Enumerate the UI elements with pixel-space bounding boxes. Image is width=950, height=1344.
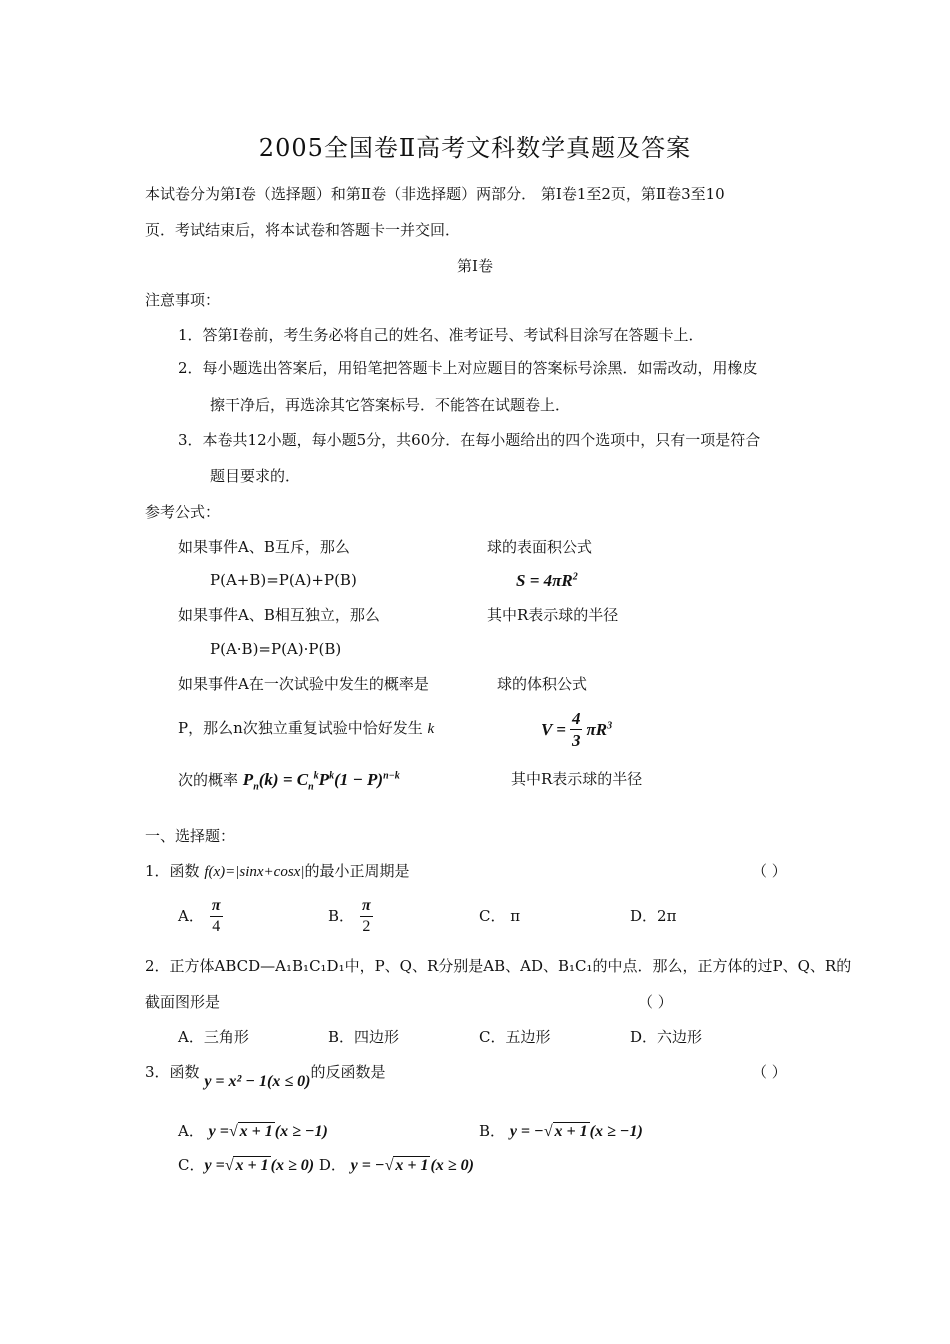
q3-c-condition: (x ≥ 0) <box>270 1157 315 1174</box>
binomial-formula: $P_n(k) = C_n^kP^k(1 - P)^{n-k}$ <box>242 770 400 793</box>
sphere-surface-formula <box>516 572 578 589</box>
q3-option-a <box>178 1124 328 1140</box>
q1-option-b-label: B． <box>328 907 355 925</box>
q1-option-a-label: A． <box>178 907 204 925</box>
formula-independent: P(A·B)=P(A)·P(B) <box>210 640 342 658</box>
note-3-line-1: 3．本卷共12小题，每小题5分，共60分．在每小题给出的四个选项中，只有一项是符合 <box>178 431 761 449</box>
q3-c-lhs: y = <box>204 1157 225 1174</box>
q3-d-lhs: y = − <box>350 1157 385 1174</box>
formula-right-2: 其中R表示球的半径 <box>487 606 619 624</box>
formula-right-1: 球的表面积公式 <box>487 538 593 556</box>
sphere-surface-exp: 2 <box>572 571 578 583</box>
q3-b-condition: (x ≥ −1) <box>589 1123 643 1140</box>
q1-b-num: π <box>360 898 373 917</box>
formula-right-3: 球的体积公式 <box>497 675 588 693</box>
note-3-line-2: 题目要求的． <box>210 467 301 485</box>
q1-option-c: C． π <box>479 907 521 925</box>
q1-a-den: 4 <box>212 918 221 935</box>
q3-answer-paren: （ ） <box>752 1063 787 1081</box>
q3-d-label: D． <box>318 1156 346 1174</box>
q1-a-num: π <box>210 898 223 917</box>
q3-option-b <box>479 1124 643 1140</box>
q3-b-radicand: x + 1 <box>554 1123 588 1140</box>
formula-left-5-text: 次的概率 <box>178 771 239 789</box>
q1-suffix: 的最小正周期是 <box>304 862 410 880</box>
intro-line-1: 本试卷分为第Ⅰ卷（选择题）和第Ⅱ卷（非选择题）两部分． 第Ⅰ卷1至2页，第Ⅱ卷3至10 <box>145 185 725 203</box>
choice-header: 一、选择题： <box>145 827 236 845</box>
volume-lhs: V = <box>541 720 566 739</box>
q3-b-lhs: y = − <box>509 1123 544 1140</box>
question-3 <box>145 1063 386 1090</box>
q1-prefix: 1．函数 <box>145 862 200 880</box>
section-title: 第Ⅰ卷 <box>457 257 493 275</box>
q1-expression: f(x)=|sinx+cosx| <box>204 864 305 880</box>
q3-b-expression: y = −√ x + 1 (x ≥ −1) <box>509 1123 643 1140</box>
q3-prefix: 3．函数 <box>145 1063 200 1081</box>
question-1 <box>145 864 409 880</box>
q2-option-d: D．六边形 <box>630 1028 703 1046</box>
q1-answer-paren: （ ） <box>752 862 787 880</box>
formula-left-2: 如果事件A、B相互独立，那么 <box>178 606 380 624</box>
formula-mutually-exclusive: P(A+B)=P(A)+P(B) <box>210 571 357 589</box>
note-1: 1．答第Ⅰ卷前，考生务必将自己的姓名、准考证号、考试科目涂写在答题卡上． <box>178 326 704 344</box>
q1-option-d: D．2π <box>630 907 677 925</box>
q2-option-a: A．三角形 <box>178 1028 249 1046</box>
formula-left-4-text: P，那么n次独立重复试验中恰好发生 <box>178 719 423 737</box>
sphere-surface-text: S = 4πR <box>516 571 573 590</box>
q3-c-radicand: x + 1 <box>235 1157 269 1174</box>
q3-c-expression: y =√ x + 1 (x ≥ 0) <box>204 1157 315 1174</box>
q1-option-a <box>178 898 223 935</box>
q2-answer-paren: （ ） <box>638 993 673 1011</box>
formula-left-1: 如果事件A、B互斥，那么 <box>178 538 350 556</box>
q3-d-radicand: x + 1 <box>395 1157 429 1174</box>
formula-left-4-k: k <box>427 721 435 737</box>
q3-c-label: C． <box>178 1156 205 1174</box>
intro-line-2: 页．考试结束后，将本试卷和答题卡一并交回． <box>145 221 461 239</box>
formula-left-4 <box>178 721 434 737</box>
q1-b-den: 2 <box>362 918 371 935</box>
q2-option-b: B．四边形 <box>328 1028 400 1046</box>
notes-header: 注意事项： <box>145 291 221 309</box>
question-2-line-2: 截面图形是 <box>145 993 221 1011</box>
formula-left-5 <box>178 771 400 792</box>
q3-option-c <box>178 1158 474 1174</box>
formula-right-4: 其中R表示球的半径 <box>511 770 643 788</box>
volume-rhs <box>586 721 612 738</box>
volume-exp: 3 <box>607 720 613 732</box>
q1-option-b-fraction <box>360 898 373 935</box>
question-2-line-1: 2．正方体ABCD—A₁B₁C₁D₁中，P、Q、R分别是AB、AD、B₁C₁的中点．那么，正方体的过P、Q、R的 <box>145 957 852 975</box>
volume-rhs-text: πR <box>586 720 608 739</box>
formula-left-3: 如果事件A在一次试验中发生的概率是 <box>178 675 429 693</box>
sphere-volume-formula <box>541 710 612 749</box>
note-2-line-1: 2．每小题选出答案后，用铅笔把答题卡上对应题目的答案标号涂黑．如需改动，用橡皮 <box>178 359 758 377</box>
q3-a-radicand: x + 1 <box>239 1123 273 1140</box>
q3-d-condition: (x ≥ 0) <box>430 1157 474 1174</box>
volume-fraction-den: 3 <box>571 731 581 750</box>
q3-d-expression: y = −√ x + 1 (x ≥ 0) <box>350 1157 474 1174</box>
q2-option-c: C．五边形 <box>479 1028 551 1046</box>
q1-option-b <box>328 898 373 935</box>
q3-expression: y = x² − 1(x ≤ 0) <box>204 1073 311 1090</box>
page-title: 2005全国卷Ⅱ高考文科数学真题及答案 <box>258 134 692 162</box>
q3-suffix: 的反函数是 <box>310 1063 386 1081</box>
q3-a-lhs: y = <box>208 1123 229 1140</box>
q3-a-label: A． <box>178 1122 204 1140</box>
q3-a-expression: y =√ x + 1 (x ≥ −1) <box>208 1123 328 1140</box>
volume-fraction <box>570 710 583 749</box>
q1-option-a-fraction <box>210 898 223 935</box>
reference-header: 参考公式： <box>145 503 221 521</box>
q3-a-condition: (x ≥ −1) <box>274 1123 328 1140</box>
note-2-line-2: 擦干净后，再选涂其它答案标号．不能答在试题卷上． <box>210 396 571 414</box>
volume-fraction-num: 4 <box>571 709 581 728</box>
q3-b-label: B． <box>479 1122 506 1140</box>
